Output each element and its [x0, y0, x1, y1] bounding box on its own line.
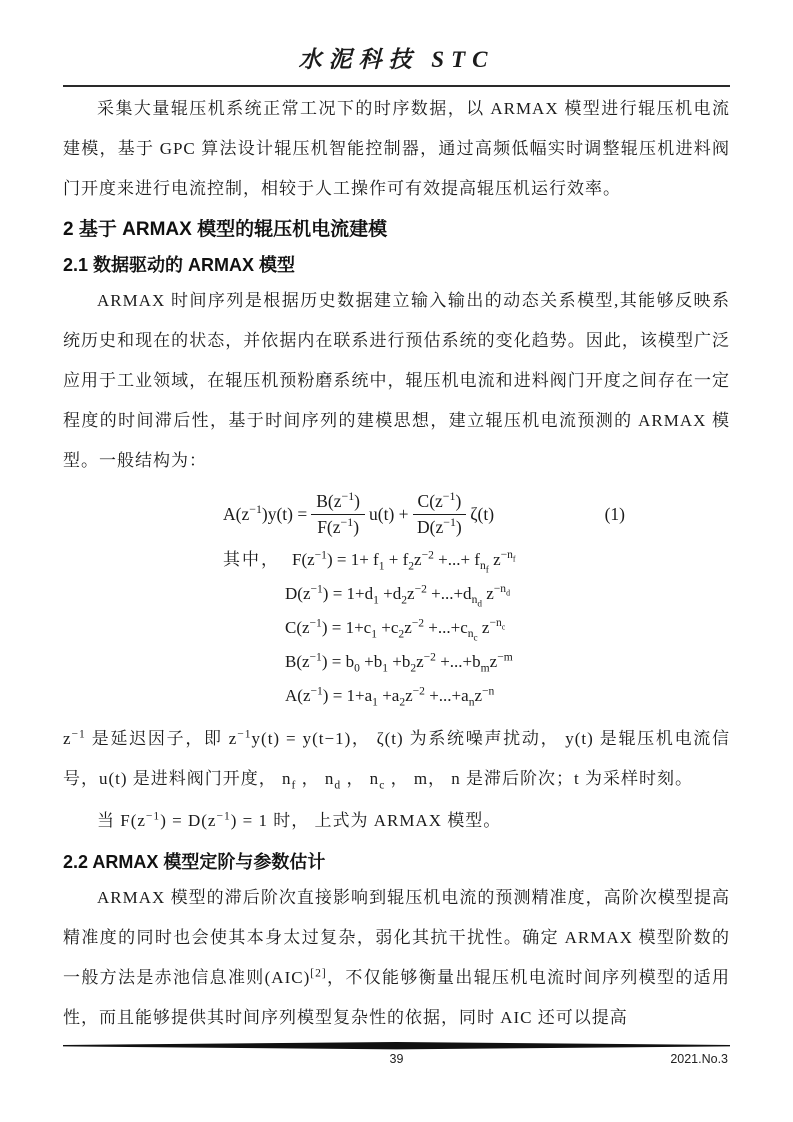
where-clause — [63, 543, 730, 577]
fraction-c-over-d-denominator: $D(z^{-1})$ — [417, 514, 462, 537]
equation-1-number: (1) — [604, 503, 625, 524]
polynomial-c: $C(z^{-1}) = 1+c_1 +c_2z^{-2} +...+c_{n_c}$ $z^{-n_c}$ — [285, 616, 506, 643]
polynomial-f: $F(z^{-1}) = 1+ f_1 + f_2z^{-2}$ +...+ $f_{n_f}$ $z^{-n_f}$ — [292, 548, 516, 575]
armax-structure-paragraph: ARMAX 时间序列是根据历史数据建立输入输出的动态关系模型,其能够反映系统历史和现在的状态，并依据内在联系进行预估系统的变化趋势。因此，该模型广泛应用于工业领域，在辊压机预粉磨系统中，辊压机电流和进料阀门开度之间存在一定程度的时间滞后性，基于时间序列的建模思想，建立辊压机电流预测的 ARMAX 模型。一般结构为： — [63, 291, 730, 470]
polynomial-d: $D(z^{-1}) = 1+d_1 +d_2z^{-2} +...+d_{n_d}$ $z^{-n_d}$ — [285, 582, 510, 609]
journal-title: 水泥科技 STC — [298, 47, 495, 72]
issue-label: 2021.No.3 — [670, 1052, 728, 1066]
fraction-c-over-d-numerator: $C(z^{-1})$ — [413, 491, 467, 514]
fraction-b-over-f — [311, 491, 365, 536]
intro-paragraph: 采集大量辊压机系统正常工况下的时序数据，以 ARMAX 模型进行辊压机电流建模，基于 GPC 算法设计辊压机智能控制器，通过高频低幅实时调整辊压机进料阀门开度来进行电流控制，相较于人工操作可有效提高辊压机运行效率。 — [63, 99, 730, 198]
where-label: 其中， — [223, 550, 280, 569]
section-2-2-heading: 2.2 ARMAX 模型定阶与参数估计 — [63, 852, 326, 872]
page-header — [63, 44, 730, 87]
symbols-explanation-paragraph: $z^{-1}$ 是延迟因子，即 $z^{-1}y(t) = y(t-1)$， ζ(t) 为系统噪声扰动， y(t) 是辊压机电流信号，u(t) 是进料阀门开度， $n_f$ ， $n_d$ ， $n_c$ ， m， n 是滞后阶次；t 为采样时刻。 — [63, 727, 730, 792]
equation-1-mid: u(t) + — [369, 503, 409, 524]
header-rule — [63, 85, 730, 87]
footer-row — [63, 1050, 730, 1070]
equation-1-lhs: $A(z^{-1})y(t)$ = — [223, 501, 308, 524]
page-footer — [63, 1042, 730, 1070]
polynomial-a: $A(z^{-1}) = 1+a_1 +a_2z^{-2} +...+a_nz^{-n}$ — [285, 684, 495, 709]
fraction-b-over-f-denominator: $F(z^{-1})$ — [317, 514, 360, 537]
fraction-c-over-d — [413, 491, 467, 536]
aic-paragraph: ARMAX 模型的滞后阶次直接影响到辊压机电流的预测精准度，高阶次模型提高精准度的同时也会使其本身太过复杂，弱化其抗干扰性。确定 ARMAX 模型阶数的一般方法是赤池信息准则(AIC)[2]，不仅能够衡量出辊压机电流时间序列模型的适用性，而且能够提供其时间序列模型复杂性的依据，同时 AIC 还可以提高 — [63, 888, 730, 1027]
footer-rule — [63, 1042, 730, 1050]
fraction-b-over-f-numerator: $B(z^{-1})$ — [311, 491, 365, 514]
equation-1 — [63, 487, 730, 541]
section-2-1-heading: 2.1 数据驱动的 ARMAX 模型 — [63, 255, 296, 275]
polynomial-b: $B(z^{-1}) = b_0 +b_1 +b_2z^{-2} +...+b_mz^{-m}$ — [285, 650, 513, 675]
section-2-heading: 2 基于 ARMAX 模型的辊压机电流建模 — [63, 219, 388, 240]
armax-special-case-paragraph: 当 $F(z^{-1}) = D(z^{-1}) = 1$ 时， 上式为 ARMAX 模型。 — [97, 809, 502, 830]
equation-1-rhs: ζ(t) — [470, 503, 495, 524]
page-number: 39 — [389, 1052, 404, 1066]
